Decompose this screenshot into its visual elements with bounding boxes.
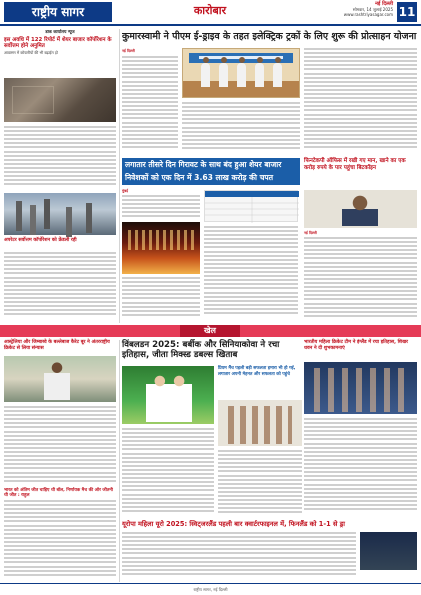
bureau-label: डाक कार्यालय न्यूज [45, 29, 75, 34]
wimbledon-body-col-2 [218, 450, 302, 516]
cricketer-photo [4, 356, 116, 402]
wimbledon-pull-quote: प्रियम मैंच पहली बड़ी सफलता हमारा भी हो गई, लगातार अपनी मेहनत और सफलता को पहुंचे [218, 366, 296, 377]
football-photo [360, 532, 417, 570]
masthead-info [323, 2, 393, 17]
sports-right-headline: भारतीय महिला क्रिकेट टीम ने इंग्लैंड में रचा इतिहास, शिखर धवन ने दी शुभकामनाएं [304, 340, 408, 351]
main-headline: कुमारस्वामी ने पीएम ई-ड्राइव के तहत इलेक्ट्रिक ट्रकों के लिए शुरू की प्रोत्साहन योजना [122, 31, 417, 42]
dateline-city: नई दिल्ली [375, 1, 393, 7]
wimbledon-headline: विंबलडन 2025: बर्बीक और सिनियाकोवा ने रचा इतिहास, जीता मिक्स्ड डबल्स खिताब [122, 340, 280, 361]
website: www.rashtriyasagar.com [343, 12, 393, 17]
team-photo [218, 400, 302, 446]
market-headline: लगातार तीसरे दिन गिरावट के साथ बंद हुआ शेयर बाजार निवेशकों को एक दिन में 3.63 लाख करोड़ की चपत [122, 158, 300, 185]
wimbledon-photo [122, 366, 214, 424]
market-body-col-1 [122, 195, 200, 221]
left-subhead: आवासन में कोयलीयों की भी बढ़ाईग हो [4, 50, 58, 56]
sports-section-band [0, 325, 421, 337]
right-byline: नई दिल्ली [304, 231, 317, 235]
left-headline-2: अपरेटर सर्वोत्तम कॉर्पोरेशन को फ्रेंडली रही [4, 238, 77, 243]
refinery-photo [4, 193, 116, 235]
womens-cricket-team-photo [304, 362, 417, 414]
bottom-headline: यूरोपा महिला यूरो 2025: स्विट्जरलैंड पहली बार क्वार्टरफाइनल में, फिनलैंड को 1-1 से ड्रा [122, 520, 345, 528]
market-table-graphic [205, 191, 299, 223]
market-table [204, 190, 298, 222]
column-divider [119, 340, 120, 582]
right-headline: फिनटेकपी ऑफिस में रखी गए मान, खाने का एक करोड़ रुपये के पार पहुंचा बिटकॉइन [304, 158, 406, 171]
mining-photo [4, 78, 116, 122]
main-body-col-1 [122, 56, 178, 154]
left-headline: इस अवधि में 122 रिपोर्ट में शेयर बाजार कॉर्पोरेशन के सर्वोत्तम होने अनुमित [4, 37, 112, 50]
sports-right-body [304, 418, 417, 516]
wimbledon-body-col-1 [122, 428, 214, 516]
right-body-text [304, 237, 417, 321]
bottom-body-text [122, 532, 356, 580]
left-body-text [4, 126, 116, 190]
masthead-rule [0, 24, 421, 26]
stock-market-photo [122, 222, 200, 274]
page-number: 11 [397, 2, 417, 22]
masthead [0, 0, 421, 24]
newspaper-logo: राष्ट्रीय सागर [4, 2, 112, 22]
sports-left-headline-2: भारत को अंतिम जीत चाहिए थी बॉल, निर्णायक मैच की ओर जीतनी थी जीत : राहुल [4, 488, 113, 499]
sports-left-headline: आस्ट्रेलिया और जिम्बाब्वे के बल्लेबाज कैरेट बूर ने अंतरराष्ट्रीय क्रिकेट से लिया संन्यास [4, 340, 110, 351]
sports-left-body [4, 406, 116, 486]
main-story-photo [182, 48, 300, 98]
sports-section-label: खेल [180, 325, 240, 337]
market-byline: मुंबई [122, 189, 128, 193]
main-byline: नई दिल्ली [122, 49, 135, 53]
main-body-col-2 [182, 102, 300, 154]
right-story-photo [304, 190, 417, 228]
left-body-text-2 [4, 252, 116, 320]
market-body-col-1b [122, 277, 200, 321]
main-body-col-3 [304, 48, 417, 154]
page-footer: राष्ट्रीय सागर, नई दिल्ली [0, 583, 421, 595]
market-body-col-2 [204, 226, 298, 322]
section-title: कारोबार [193, 4, 227, 17]
column-divider [119, 29, 120, 323]
dateline-date: सोमवार, 14 जुलाई 2025 [352, 7, 393, 12]
sports-left-body-2 [4, 500, 116, 580]
